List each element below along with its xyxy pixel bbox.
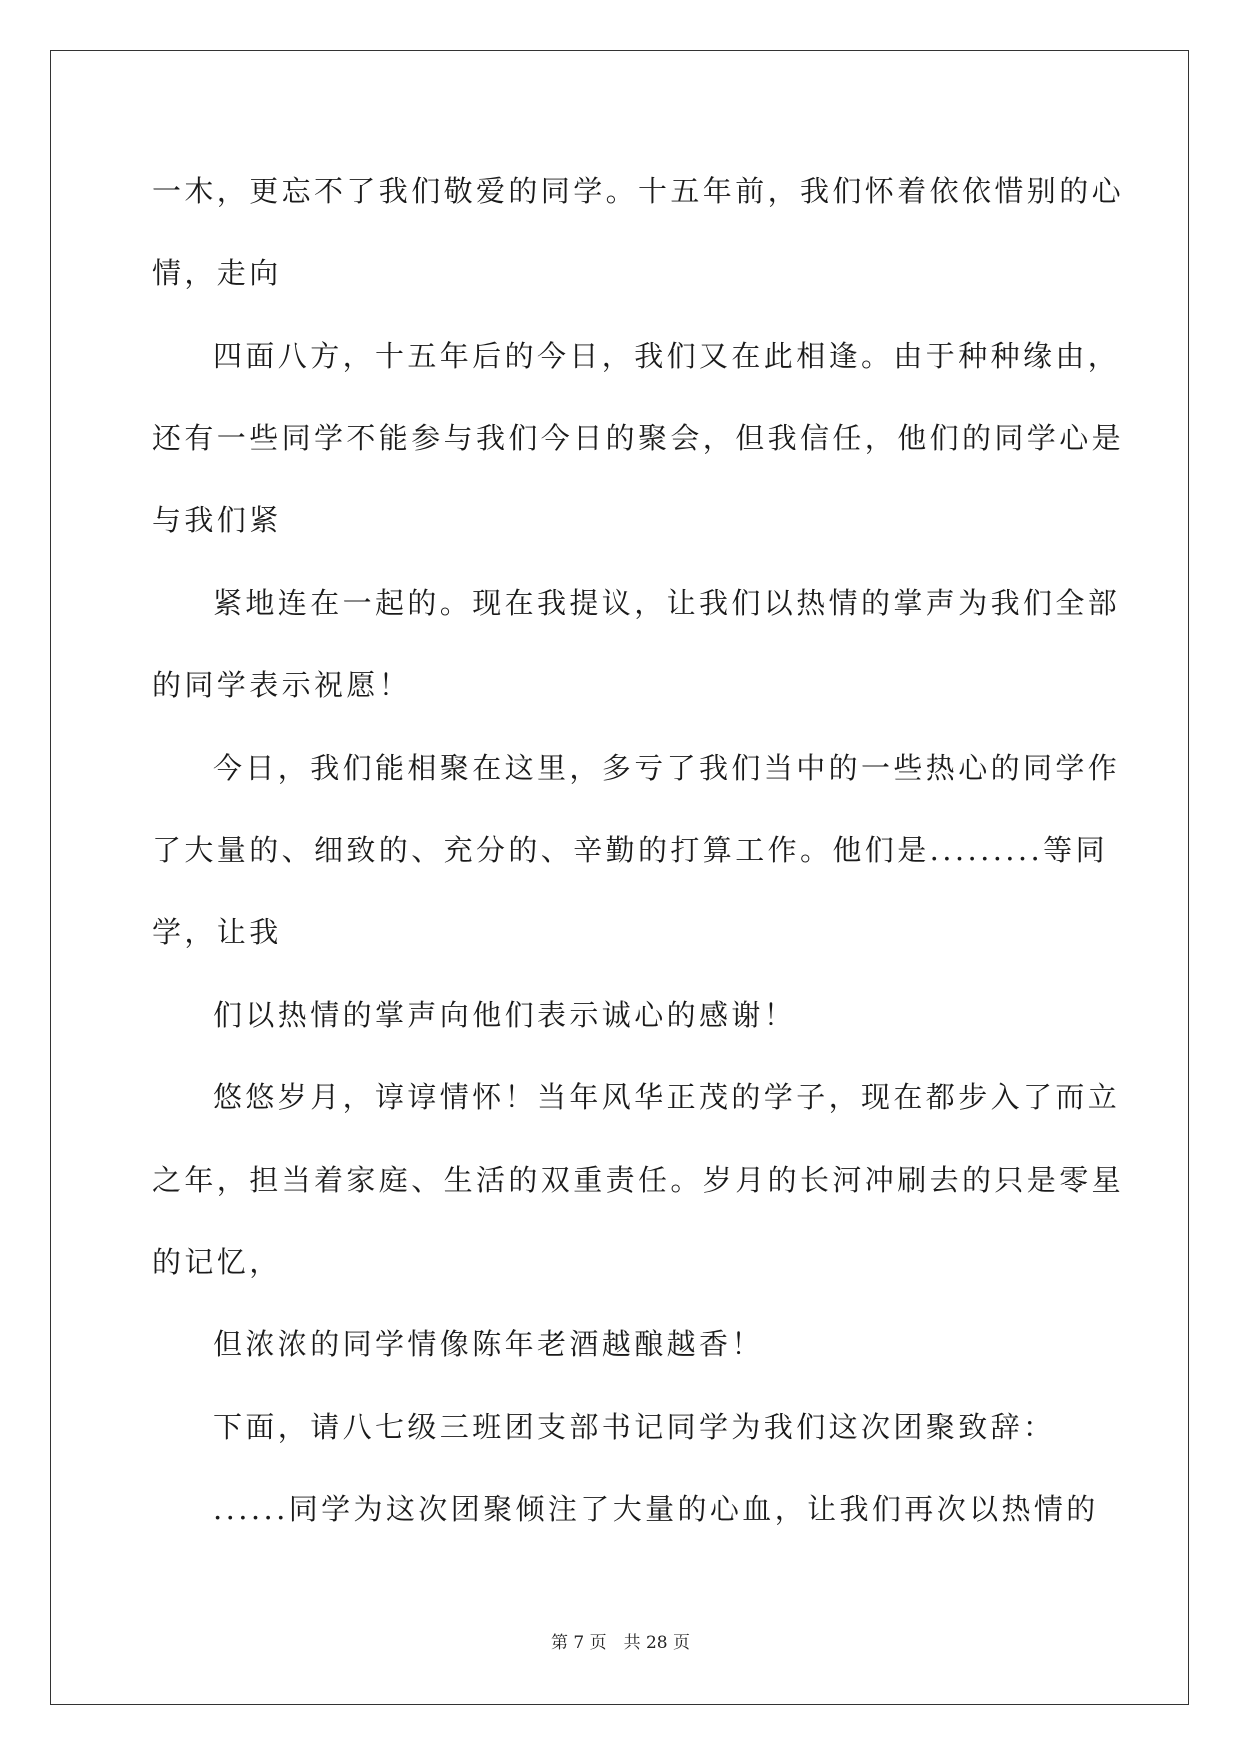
text-line: 们以热情的掌声向他们表示诚心的感谢！ bbox=[213, 998, 797, 1032]
page-frame bbox=[50, 50, 1189, 1705]
text-line: 今日，我们能相聚在这里，多亏了我们当中的一些热心的同学作 bbox=[213, 751, 1121, 785]
text-line: 的同学表示祝愿！ bbox=[152, 668, 412, 702]
text-line: 与我们紧 bbox=[152, 503, 282, 537]
text-line: 之年，担当着家庭、生活的双重责任。岁月的长河冲刷去的只是零星 bbox=[152, 1163, 1125, 1197]
text-line: 学，让我 bbox=[152, 915, 282, 949]
text-line: 一木，更忘不了我们敬爱的同学。十五年前，我们怀着依依惜别的心 bbox=[152, 174, 1125, 208]
text-line: 但浓浓的同学情像陈年老酒越酿越香！ bbox=[213, 1327, 764, 1361]
text-line: 紧地连在一起的。现在我提议，让我们以热情的掌声为我们全部 bbox=[213, 586, 1121, 620]
text-line: 了大量的、细致的、充分的、辛勤的打算工作。他们是.........等同 bbox=[152, 833, 1108, 867]
text-line: 情，走向 bbox=[152, 256, 282, 290]
text-line: 悠悠岁月，谆谆情怀！当年风华正茂的学子，现在都步入了而立 bbox=[213, 1080, 1121, 1114]
page-number: 第 7 页 共 28 页 bbox=[550, 1633, 691, 1653]
text-line: 还有一些同学不能参与我们今日的聚会，但我信任，他们的同学心是 bbox=[152, 421, 1125, 455]
text-line: ......同学为这次团聚倾注了大量的心血，让我们再次以热情的 bbox=[213, 1492, 1099, 1526]
text-line: 四面八方，十五年后的今日，我们又在此相逢。由于种种缘由， bbox=[213, 339, 1121, 373]
text-line: 的记忆， bbox=[152, 1245, 282, 1279]
text-line: 下面，请八七级三班团支部书记同学为我们这次团聚致辞： bbox=[213, 1410, 1056, 1444]
